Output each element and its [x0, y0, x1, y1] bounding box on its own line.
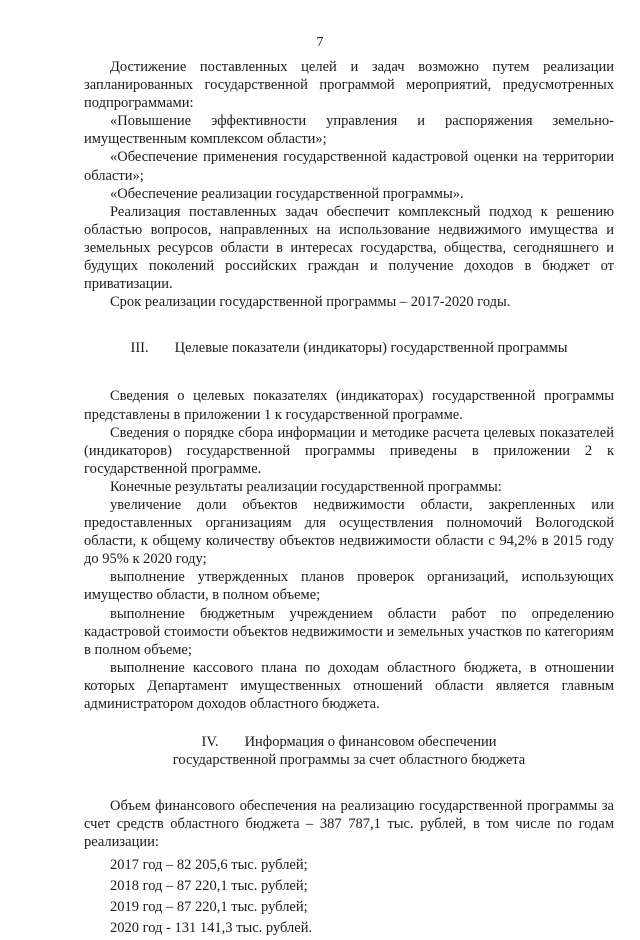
result-item-4: выполнение кассового плана по доходам областного бюджета, в отношении которых Департамент имущественных отношений области является главным администратором доходов областного бюджета.: [84, 659, 614, 712]
approach-paragraph: Реализация поставленных задач обеспечит комплексный подход к решению областью вопросов, направленных на использование недвижимого имущества и земельных ресурсов области в интересах государства, общества, сегодняшнего и будущих поколений российских граждан и получение доходов в бюджет от приватизации.: [84, 203, 614, 293]
funding-year-2018: 2018 год – 87 220,1 тыс. рублей;: [110, 877, 308, 894]
section-3-title: Целевые показатели (индикаторы) государственной программы: [174, 340, 568, 357]
section-4-number: IV.: [201, 734, 219, 751]
section-4-title-line2: государственной программы за счет областного бюджета: [172, 752, 526, 769]
section-4-title-line1: Информация о финансовом обеспечении: [244, 734, 497, 751]
funding-by-year-list: [84, 856, 614, 937]
indicators-info-paragraph: Сведения о целевых показателях (индикаторах) государственной программы представлены в приложении 1 к государственной программе.: [84, 388, 614, 423]
section-4-heading: [84, 733, 614, 751]
results-intro-paragraph: Конечные результаты реализации государственной программы:: [110, 478, 502, 495]
funding-paragraph: Объем финансового обеспечения на реализацию государственной программы за счет средств областного бюджета – 387 787,1 тыс. рублей, в том числе по годам реализации:: [84, 798, 614, 851]
result-item-3: выполнение бюджетным учреждением области работ по определению кадастровой стоимости объектов недвижимости и земельных участков по категориям в полном объеме;: [84, 605, 614, 658]
term-paragraph: Срок реализации государственной программы – 2017-2020 годы.: [110, 294, 511, 311]
funding-year-2017: 2017 год – 82 205,6 тыс. рублей;: [110, 856, 308, 873]
result-item-2: выполнение утвержденных планов проверок организаций, использующих имущество области, в полном объеме;: [84, 569, 614, 604]
result-item-1: увеличение доли объектов недвижимости области, закрепленных или предоставленных организациям для осуществления полномочий Вологодской области, к общему количеству объектов недвижимости области с 94,2% в 2015 году до 95% к 2020 году;: [84, 496, 614, 568]
funding-year-2019: 2019 год – 87 220,1 тыс. рублей;: [110, 898, 308, 915]
subprogram-item-2: «Обеспечение применения государственной кадастровой оценки на территории области»;: [84, 149, 614, 184]
methodology-paragraph: Сведения о порядке сбора информации и методике расчета целевых показателей (индикаторов) государственной программы приведены в приложении 2 к государственной программе.: [84, 424, 614, 477]
document-body: [84, 58, 614, 940]
page-number: 7: [316, 35, 324, 50]
section-3-heading: [84, 339, 614, 357]
intro-paragraph: Достижение поставленных целей и задач возможно путем реализации запланированных государственной программой мероприятий, предусмотренных подпрограммами:: [84, 59, 614, 112]
subprogram-item-1: «Повышение эффективности управления и распоряжения земельно-имущественным комплексом области»;: [84, 113, 614, 148]
section-3-number: III.: [130, 340, 149, 357]
funding-year-2020: 2020 год - 131 141,3 тыс. рублей.: [110, 919, 313, 936]
subprogram-item-3: «Обеспечение реализации государственной программы».: [110, 185, 464, 202]
